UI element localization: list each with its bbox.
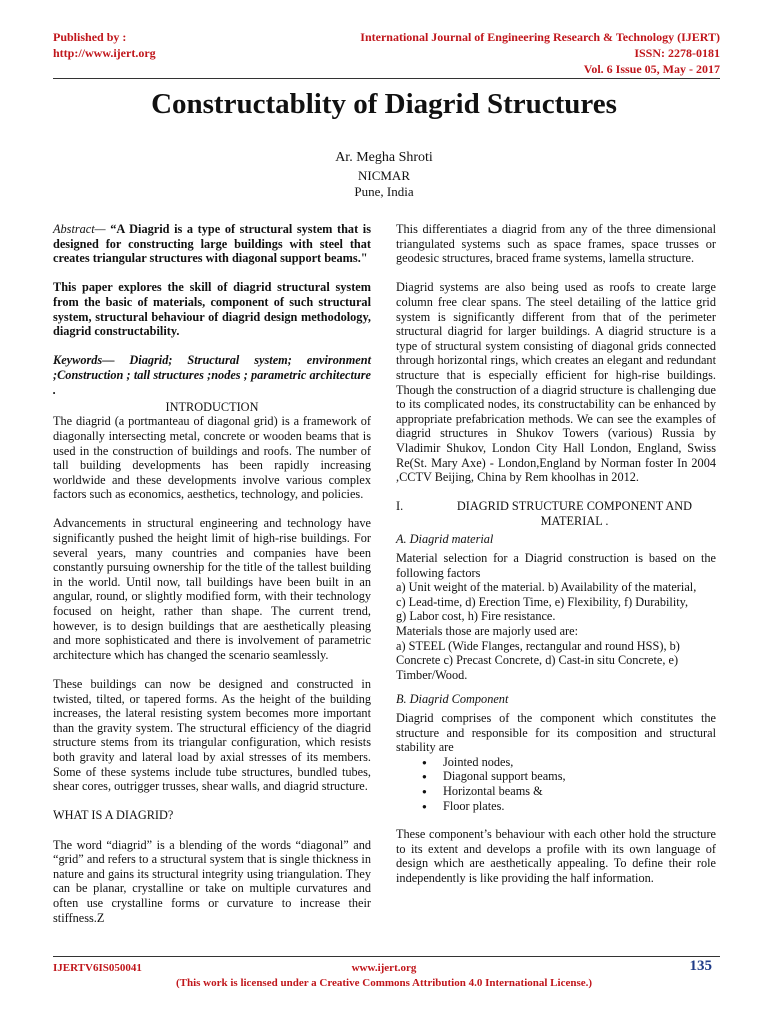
publisher-link[interactable]: http://www.ijert.org bbox=[53, 46, 156, 60]
author-name: Ar. Megha Shroti bbox=[335, 150, 433, 165]
introduction-heading: INTRODUCTION bbox=[165, 399, 259, 414]
material-paragraph: Material selection for a Diagrid construction is based on the following factors bbox=[396, 551, 716, 580]
list-item: ● Horizontal beams & bbox=[396, 784, 716, 799]
what-is-diagrid-heading: WHAT IS A DIAGRID? bbox=[53, 808, 174, 823]
abstract bbox=[53, 222, 371, 266]
keywords-label: Keywords— bbox=[53, 353, 115, 368]
header-journal bbox=[360, 29, 720, 77]
material-list bbox=[396, 580, 716, 682]
footer-divider bbox=[53, 956, 720, 957]
list-item: ● Floor plates. bbox=[396, 799, 716, 814]
abstract-paragraph-2: This paper explores the skill of diagrid structural system from the basic of materials, component of such structural system, structural behaviour of diagrid design methodology, diagrid constructability. bbox=[53, 280, 371, 339]
volume-issue: Vol. 6 Issue 05, May - 2017 bbox=[583, 62, 720, 76]
material-line: c) Lead-time, d) Erection Time, e) Flexibility, f) Durability, bbox=[396, 594, 689, 609]
right-paragraph-1: This differentiates a diagrid from any of the three dimensional triangulated systems such as space frames, space trusses or geodesic structures, braced frame systems, lamella structure. bbox=[396, 222, 716, 266]
subsection-a-heading: A. Diagrid material bbox=[396, 532, 494, 547]
author-affiliation: NICMAR bbox=[357, 168, 410, 183]
material-line: a) STEEL (Wide Flanges, rectangular and round HSS), b) bbox=[396, 638, 680, 653]
footer-url[interactable]: www.ijert.org bbox=[351, 962, 417, 974]
page-number: 135 bbox=[689, 958, 712, 974]
component-paragraph: Diagrid comprises of the component which constitutes the structure and responsible for its composition and structural stability are bbox=[396, 711, 716, 755]
list-item: ● Jointed nodes, bbox=[396, 755, 716, 770]
published-by-label: Published by : bbox=[53, 30, 127, 44]
abstract-label: Abstract— bbox=[53, 222, 106, 236]
abstract-text: “A Diagrid is a type of structural system that is designed for constructing large buildings with steel that creates triangular structures with diagonal support beams." bbox=[53, 222, 371, 266]
intro-paragraph-3: These buildings can now be designed and constructed in twisted, tilted, or tapered forms. As the height of the building increases, the lateral resisting system becomes more important than the gravity system. The structural efficiency of the diagrid structure stems from its triangular configuration, which resists both gravity and lateral load by axial stresses of its members. Some of these systems include tube structures, bundled tubes, shear cores, outrigger trusses, shear walls, and diagrid structure. bbox=[53, 677, 371, 794]
issn: ISSN: 2278-0181 bbox=[634, 46, 720, 60]
author-block bbox=[0, 150, 768, 200]
right-paragraph-2: Diagrid systems are also being used as roofs to create large column free clear spans. The steel detailing of the lattice grid system is significantly different from that of the perimeter structural diagrid for larger buildings. A diagrid structure is a type of structural system consisting of diagonal grids connected through horizontal rings, which creates an elegant and redundant structure that is especially efficient for high-rise buildings. Though the construction of a diagrid structure is challenging due to its complicated nodes, its constructability can be enhanced by appropriate prefabrication methods. We can see the examples of diagrid structures in Shukov Towers (various) Russia by Vladimir Shukov, London City Hall London, England, Swiss Re(St. Mary Axe) - London,England by Norman foster In 2004 ,CCTV Beijing, China by Rem khoolhas in 2012. bbox=[396, 280, 716, 485]
subsection-b-heading: B. Diagrid Component bbox=[396, 692, 509, 707]
journal-name: International Journal of Engineering Research & Technology (IJERT) bbox=[360, 30, 720, 44]
section-number: I. bbox=[396, 499, 404, 514]
component-list bbox=[396, 755, 716, 813]
left-column bbox=[53, 222, 371, 940]
material-line: g) Labor cost, h) Fire resistance. bbox=[396, 609, 556, 624]
section-heading bbox=[396, 499, 716, 528]
what-is-diagrid-paragraph: The word “diagrid” is a blending of the words “diagonal” and “grid” and refers to a structural system that is single thickness in nature and gains its structural integrity using triangulation. They can be planar, crystalline or take on multiple curvatures and often use crystalline forms or curvature to increase their stiffness.Z bbox=[53, 837, 371, 925]
list-item: ● Diagonal support beams, bbox=[396, 769, 716, 784]
component-paragraph-2: These component’s behaviour with each other hold the structure to its extent and develops a profile with its own language of design which are aesthetically appealing. To define their role independently is like providing the half information. bbox=[396, 827, 716, 885]
intro-paragraph-2: Advancements in structural engineering and technology have significantly pushed the height limit of high-rise buildings. For several years, many countries and companies have been constantly pursuing ownership for the title of the tallest building in the world. Until now, tall buildings have been built in an angular, round, or slightly modified form, with their technology focused on height, rather than shape. The current trend, however, is to design buildings that are aesthetically pleasing and more sophisticated and there is involvement of parametric architecture which has changed the scenario seamlessly. bbox=[53, 516, 371, 662]
license-notice: (This work is licensed under a Creative Commons Attribution 4.0 International License.) bbox=[175, 977, 593, 989]
right-column bbox=[396, 222, 716, 900]
author-location: Pune, India bbox=[354, 184, 414, 199]
keywords-text: Diagrid; Structural system; environment ;Construction ; tall structures ;nodes ; parametric architecture . bbox=[53, 353, 371, 397]
intro-paragraph-1: The diagrid (a portmanteau of diagonal grid) is a framework of diagonally intersecting metal, concrete or wooden beams that is used in the construction of buildings and roofs. The number of tall building developments has been rapidly increasing worldwide and these developments involve various complex factors such as economics, aesthetics, technology, and policies. bbox=[53, 414, 371, 502]
material-line: Materials those are majorly used are: bbox=[396, 624, 578, 639]
header-divider bbox=[53, 78, 720, 79]
material-line: Timber/Wood. bbox=[396, 667, 468, 682]
material-line: a) Unit weight of the material. b) Availability of the material, bbox=[396, 580, 697, 595]
section-title: DIAGRID STRUCTURE COMPONENT AND MATERIAL . bbox=[456, 499, 693, 528]
header-publisher bbox=[53, 29, 156, 61]
material-line: Concrete c) Precast Concrete, d) Cast-in situ Concrete, e) bbox=[396, 653, 679, 668]
paper-title: Constructablity of Diagrid Structures bbox=[151, 88, 617, 120]
keywords bbox=[53, 353, 371, 397]
footer-paper-id: IJERTV6IS050041 bbox=[53, 962, 142, 974]
